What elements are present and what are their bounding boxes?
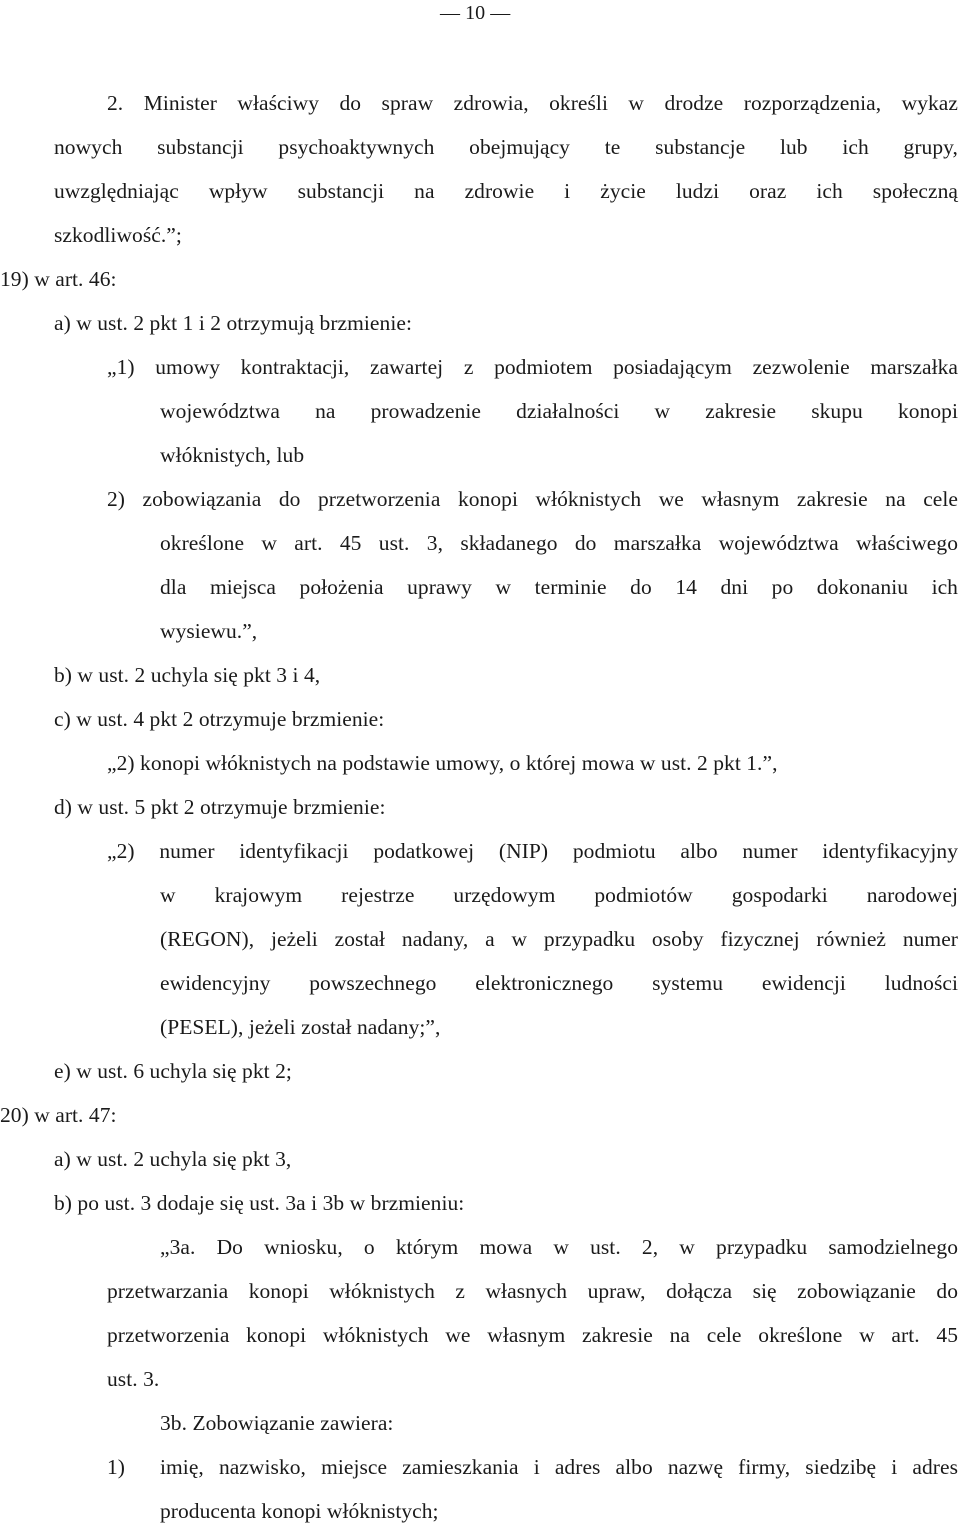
quoted-line: określone w art. 45 ust. 3, składanego do marszałka województwa właściwego xyxy=(160,531,958,555)
quoted-line: imię, nazwisko, miejsce zamieszkania i adres albo nazwę firmy, siedzibę i adres xyxy=(160,1455,958,1479)
list-item: b) po ust. 3 dodaje się ust. 3a i 3b w brzmieniu: xyxy=(54,1191,465,1215)
page-number: — 10 — xyxy=(440,2,511,24)
list-item: c) w ust. 4 pkt 2 otrzymuje brzmienie: xyxy=(54,707,385,731)
list-item: a) w ust. 2 uchyla się pkt 3, xyxy=(54,1147,292,1171)
list-item: d) w ust. 5 pkt 2 otrzymuje brzmienie: xyxy=(54,795,386,819)
list-item-heading: 19) w art. 46: xyxy=(0,267,117,291)
quoted-line: 3b. Zobowiązanie zawiera: xyxy=(160,1411,394,1435)
quoted-line: dla miejsca położenia uprawy w terminie do 14 dni po dokonaniu ich xyxy=(160,575,958,599)
paragraph-line: nowych substancji psychoaktywnych obejmujący te substancje lub ich grupy, xyxy=(54,135,958,159)
quoted-line: włóknistych, lub xyxy=(160,443,305,467)
quoted-line: ewidencyjny powszechnego elektronicznego systemu ewidencji ludności xyxy=(160,971,958,995)
point-number: 1) xyxy=(107,1455,126,1479)
quoted-line: „2) numer identyfikacji podatkowej (NIP) podmiotu albo numer identyfikacyjny xyxy=(107,839,958,863)
quoted-line: przetworzenia konopi włóknistych we własnym zakresie na cele określone w art. 45 xyxy=(107,1323,958,1347)
quoted-line: województwa na prowadzenie działalności w zakresie skupu konopi xyxy=(160,399,958,423)
quoted-line: przetwarzania konopi włóknistych z własnych upraw, dołącza się zobowiązanie do xyxy=(107,1279,958,1303)
paragraph-line: 2. Minister właściwy do spraw zdrowia, określi w drodze rozporządzenia, wykaz xyxy=(107,91,958,115)
quoted-line: „1) umowy kontraktacji, zawartej z podmiotem posiadającym zezwolenie marszałka xyxy=(107,355,958,379)
paragraph-line: uwzględniając wpływ substancji na zdrowie i życie ludzi oraz ich społeczną xyxy=(54,179,958,203)
list-item: e) w ust. 6 uchyla się pkt 2; xyxy=(54,1059,292,1083)
quoted-line: w krajowym rejestrze urzędowym podmiotów gospodarki narodowej xyxy=(160,883,958,907)
quoted-line: producenta konopi włóknistych; xyxy=(160,1499,439,1523)
quoted-line: (PESEL), jeżeli został nadany;”, xyxy=(160,1015,441,1039)
list-item: a) w ust. 2 pkt 1 i 2 otrzymują brzmienie: xyxy=(54,311,412,335)
quoted-line: ust. 3. xyxy=(107,1367,160,1391)
list-item: b) w ust. 2 uchyla się pkt 3 i 4, xyxy=(54,663,321,687)
quoted-line: „3a. Do wniosku, o którym mowa w ust. 2, w przypadku samodzielnego xyxy=(160,1235,958,1259)
list-item-heading: 20) w art. 47: xyxy=(0,1103,117,1127)
quoted-line: wysiewu.”, xyxy=(160,619,258,643)
quoted-line: „2) konopi włóknistych na podstawie umowy, o której mowa w ust. 2 pkt 1.”, xyxy=(107,751,778,775)
quoted-line: (REGON), jeżeli został nadany, a w przypadku osoby fizycznej również numer xyxy=(160,927,958,951)
quoted-line: 2) zobowiązania do przetworzenia konopi włóknistych we własnym zakresie na cele xyxy=(107,487,958,511)
paragraph-line: szkodliwość.”; xyxy=(54,223,182,247)
